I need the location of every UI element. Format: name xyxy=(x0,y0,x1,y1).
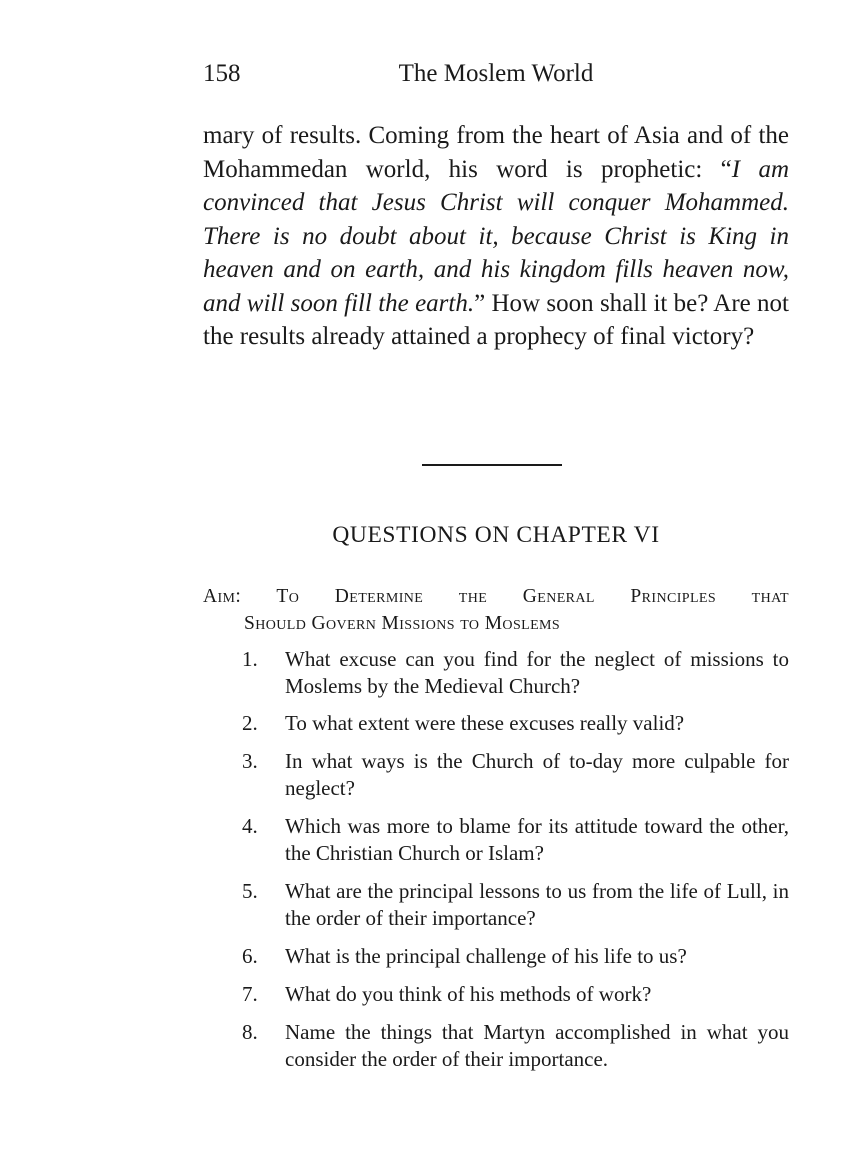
page-number: 158 xyxy=(203,60,241,87)
aim-line-1: Aim: To Determine the General Principles that xyxy=(203,586,789,607)
question-item xyxy=(203,981,789,1008)
question-number: 5. xyxy=(242,879,258,903)
question-item xyxy=(203,813,789,867)
question-item xyxy=(203,710,789,737)
question-number: 6. xyxy=(242,944,258,968)
question-item xyxy=(203,943,789,970)
question-text: What is the principal challenge of his life to us? xyxy=(285,944,687,968)
body-tail-text: ” How soon shall it be? Are not the results already attained a prophecy of final victory? xyxy=(203,289,790,350)
running-head xyxy=(203,58,789,98)
running-title: The Moslem World xyxy=(398,60,594,87)
question-number: 3. xyxy=(242,749,258,773)
question-number: 4. xyxy=(242,814,258,838)
quotation-italic: I am convinced that Jesus Christ will conquer Mohammed. There is no doubt about it, because Christ is King in heaven and on earth, and his kingdom fills heaven now, and will soon fill the earth. xyxy=(203,155,789,317)
question-number: 8. xyxy=(242,1020,258,1044)
section-divider xyxy=(422,464,562,466)
question-text: Which was more to blame for its attitude toward the other, the Christian Church or Islam? xyxy=(285,814,789,865)
question-text: What do you think of his methods of work? xyxy=(285,982,652,1006)
question-text: What excuse can you find for the neglect of missions to Moslems by the Medieval Church? xyxy=(285,647,789,698)
question-item xyxy=(203,878,789,932)
question-text: Name the things that Martyn accomplished in what you consider the order of their importance. xyxy=(285,1020,789,1071)
question-item xyxy=(203,646,789,700)
question-number: 1. xyxy=(242,647,258,671)
question-number: 2. xyxy=(242,711,258,735)
question-text: To what extent were these excuses really valid? xyxy=(285,711,685,735)
body-paragraph xyxy=(203,119,789,354)
aim-line-2: Should Govern Missions to Moslems xyxy=(244,613,561,634)
question-number: 7. xyxy=(242,982,258,1006)
question-item xyxy=(203,1019,789,1073)
body-lead-text: mary of results. Coming from the heart of Asia and of the Mohammedan world, his word is prophetic: “ xyxy=(203,122,789,183)
question-list xyxy=(203,646,789,1073)
chapter-questions-heading: QUESTIONS ON CHAPTER VI xyxy=(332,522,660,548)
question-text: In what ways is the Church of to-day more culpable for neglect? xyxy=(285,749,789,800)
aim-statement xyxy=(203,583,789,637)
question-item xyxy=(203,748,789,802)
question-text: What are the principal lessons to us from the life of Lull, in the order of their importance? xyxy=(285,879,789,930)
